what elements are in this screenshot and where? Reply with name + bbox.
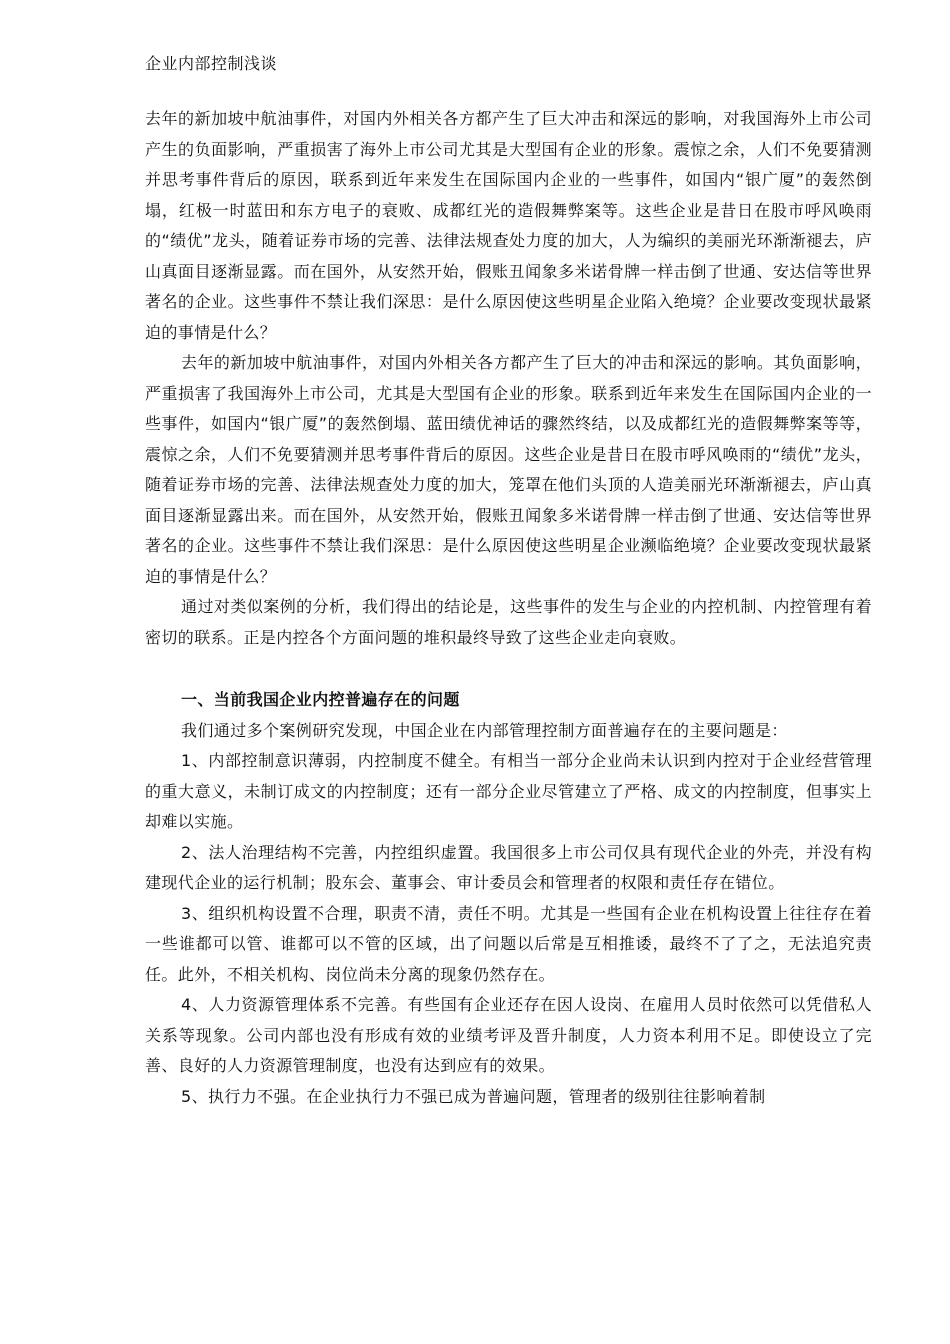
document-body [145, 104, 872, 1112]
list-item-4: 4、人力资源管理体系不完善。有些国有企业还存在因人设岗、在雇用人员时依然可以凭借私人关系等现象。公司内部也没有形成有效的业绩考评及晋升制度，人力资本利用不足。即使设立了完善、良好的人力资源管理制度，也没有达到应有的效果。 [145, 995, 872, 1075]
paragraph-1: 去年的新加坡中航油事件，对国内外相关各方都产生了巨大冲击和深远的影响，对我国海外上市公司产生的负面影响，严重损害了海外上市公司尤其是大型国有企业的形象。震惊之余，人们不免要猜测并思考事件背后的原因，联系到近年来发生在国际国内企业的一些事件，如国内“银广厦”的轰然倒塌，红极一时蓝田和东方电子的衰败、成都红光的造假舞弊案等。这些企业是昔日在股市呼风唤雨的“绩优”龙头，随着证券市场的完善、法律法规查处力度的加大，人为编织的美丽光环渐渐褪去，庐山真面目逐渐显露。而在国外，从安然开始，假账丑闻象多米诺骨牌一样击倒了世通、安达信等世界著名的企业。这些事件不禁让我们深思：是什么原因使这些明星企业陷入绝境？企业要改变现状最紧迫的事情是什么？ [145, 109, 872, 342]
paragraph-3: 通过对类似案例的分析，我们得出的结论是，这些事件的发生与企业的内控机制、内控管理有着密切的联系。正是内控各个方面问题的堆积最终导致了这些企业走向衰败。 [145, 597, 872, 647]
list-item-5: 5、执行力不强。在企业执行力不强已成为普遍问题，管理者的级别往往影响着制 [181, 1086, 766, 1106]
list-item-2: 2、法人治理结构不完善，内控组织虚置。我国很多上市公司仅具有现代企业的外壳，并没有构建现代企业的运行机制；股东会、董事会、审计委员会和管理者的权限和责任存在错位。 [145, 842, 872, 892]
list-item-1: 1、内部控制意识薄弱，内控制度不健全。有相当一部分企业尚未认识到内控对于企业经营管理的重大意义，未制订成文的内控制度；还有一部分企业尽管建立了严格、成文的内控制度，但事实上却难以实施。 [145, 751, 872, 831]
section-heading: 一、当前我国企业内控普遍存在的问题 [181, 690, 460, 709]
paragraph-2: 去年的新加坡中航油事件，对国内外相关各方都产生了巨大的冲击和深远的影响。其负面影响，严重损害了我国海外上市公司，尤其是大型国有企业的形象。联系到近年来发生在国际国内企业的一些事件，如国内“银广厦”的轰然倒塌、蓝田绩优神话的骤然终结，以及成都红光的造假舞弊案等等，震惊之余，人们不免要猜测并思考事件背后的原因。这些企业是昔日在股市呼风唤雨的“绩优”龙头，随着证券市场的完善、法律法规查处力度的加大，笼罩在他们头顶的人造美丽光环渐渐褪去，庐山真面目逐渐显露出来。而在国外，从安然开始，假账丑闻象多米诺骨牌一样击倒了世通、安达信等世界著名的企业。这些事件不禁让我们深思：是什么原因使这些明星企业濒临绝境？企业要改变现状最紧迫的事情是什么？ [145, 353, 872, 586]
document-title: 企业内部控制浅谈 [145, 54, 278, 73]
list-item-3: 3、组织机构设置不合理，职责不清，责任不明。尤其是一些国有企业在机构设置上往往存在着一些谁都可以管、谁都可以不管的区域，出了问题以后常是互相推诿，最终不了了之，无法追究责任。此外，不相关机构、岗位尚未分离的现象仍然存在。 [145, 903, 872, 984]
section-intro: 我们通过多个案例研究发现，中国企业在内部管理控制方面普遍存在的主要问题是： [181, 720, 788, 740]
